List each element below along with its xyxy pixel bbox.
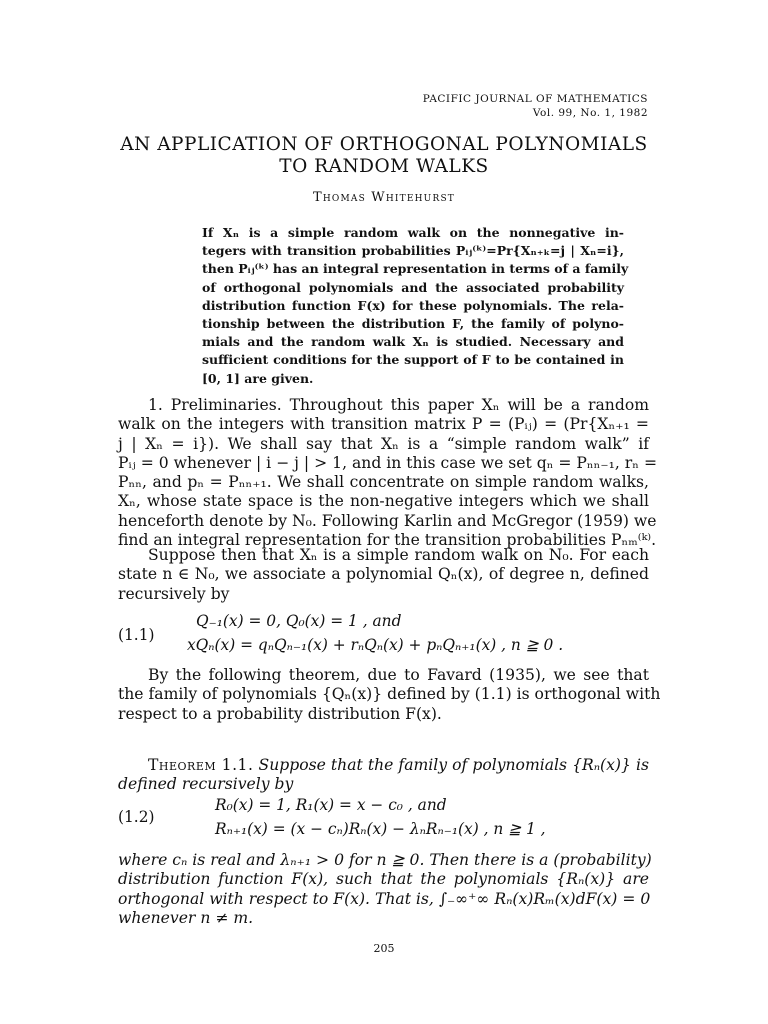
body-line: state n ∈ N₀, we associate a polynomial Qₙ(x), of degree n, defined <box>118 565 649 584</box>
abstract-line: If Xₙ is a simple random walk on the nonnegative in- <box>202 225 624 240</box>
paragraph-favard <box>118 666 661 724</box>
abstract <box>202 224 629 388</box>
body-line: walk on the integers with transition matrix P = (Pᵢⱼ) = (Pr{Xₙ₊₁ = <box>118 415 649 434</box>
title-line-1: AN APPLICATION OF ORTHOGONAL POLYNOMIALS <box>120 134 648 155</box>
equation-label-1-1: (1.1) <box>118 626 155 644</box>
theorem-conclusion <box>118 851 652 928</box>
body-line: Suppose then that Xₙ is a simple random walk on N₀. For each <box>148 546 649 564</box>
body-line: orthogonal with respect to F(x). That is, ∫₋∞⁺∞ Rₙ(x)Rₘ(x)dF(x) = 0 <box>118 889 651 908</box>
theorem-1-1 <box>118 756 649 795</box>
body-line: respect to a probability distribution F(x). <box>118 704 442 723</box>
body-line: find an integral representation for the transition probabilities Pₙₘ⁽ᵏ⁾. <box>118 531 657 550</box>
equation-label-1-2: (1.2) <box>118 808 155 826</box>
paper-title <box>0 134 768 178</box>
journal-volume: Vol. 99, No. 1, 1982 <box>532 107 648 119</box>
body-line: 1. Preliminaries. Throughout this paper Xₙ will be a random <box>148 396 649 414</box>
body-line: recursively by <box>118 584 230 603</box>
abstract-line: [0, 1] are given. <box>202 370 314 386</box>
body-line: the family of polynomials {Qₙ(x)} defined by (1.1) is orthogonal with <box>118 685 661 704</box>
body-line: Xₙ, whose state space is the non-negative integers which we shall <box>118 492 649 511</box>
body-line: j | Xₙ = i}). We shall say that Xₙ is a “simple random walk” if <box>118 434 649 453</box>
section-preliminaries <box>118 396 658 550</box>
body-line: Pᵢⱼ = 0 whenever | i − j | > 1, and in this case we set qₙ = Pₙₙ₋₁, rₙ = <box>118 453 658 472</box>
body-line: henceforth denote by N₀. Following Karlin and McGregor (1959) we <box>118 511 657 530</box>
equation-1-1-line-1: Q₋₁(x) = 0, Q₀(x) = 1 , and <box>196 612 402 630</box>
title-line-2: TO RANDOM WALKS <box>279 156 489 177</box>
equation-1-2-line-1: R₀(x) = 1, R₁(x) = x − c₀ , and <box>215 796 447 814</box>
abstract-line: sufficient conditions for the support of F to be contained in <box>202 352 624 368</box>
body-line: where cₙ is real and λₙ₊₁ > 0 for n ≧ 0. Then there is a (probability) <box>118 851 652 869</box>
equation-1-1-line-2: xQₙ(x) = qₙQₙ₋₁(x) + rₙQₙ(x) + pₙQₙ₊₁(x) , n ≧ 0 . <box>187 636 564 654</box>
body-line: Pₙₙ, and pₙ = Pₙₙ₊₁. We shall concentrate on simple random walks, <box>118 473 649 492</box>
equation-1-2-line-2: Rₙ₊₁(x) = (x − cₙ)Rₙ(x) − λₙRₙ₋₁(x) , n ≧ 1 , <box>215 820 546 838</box>
theorem-line <box>118 756 649 775</box>
body-line: distribution function F(x), such that the polynomials {Rₙ(x)} are <box>118 870 649 889</box>
journal-name: PACIFIC JOURNAL OF MATHEMATICS <box>422 93 648 105</box>
body-line: By the following theorem, due to Favard (1935), we see that <box>148 666 649 684</box>
abstract-line: tegers with transition probabilities Pᵢⱼ⁽ᵏ⁾=Pr{Xₙ₊ₖ=j | Xₙ=i}, <box>202 243 624 259</box>
abstract-line: tionship between the distribution F, the family of polyno- <box>202 316 624 332</box>
abstract-line: mials and the random walk Xₙ is studied. Necessary and <box>202 334 624 350</box>
theorem-name: Theorem 1.1. <box>148 756 254 774</box>
abstract-line: then Pᵢⱼ⁽ᵏ⁾ has an integral representation in terms of a family <box>202 261 629 277</box>
abstract-line: of orthogonal polynomials and the associated probability <box>202 279 624 295</box>
journal-header <box>423 92 648 120</box>
body-line: whenever n ≠ m. <box>118 908 254 927</box>
author-name: Thomas Whitehurst <box>312 190 456 205</box>
page-number: 205 <box>373 942 395 955</box>
paragraph-polynomials <box>118 546 649 604</box>
theorem-line: defined recursively by <box>118 775 294 794</box>
theorem-text: Suppose that the family of polynomials {Rₙ(x)} is <box>258 756 649 774</box>
abstract-line: distribution function F(x) for these polynomials. The rela- <box>202 297 624 313</box>
